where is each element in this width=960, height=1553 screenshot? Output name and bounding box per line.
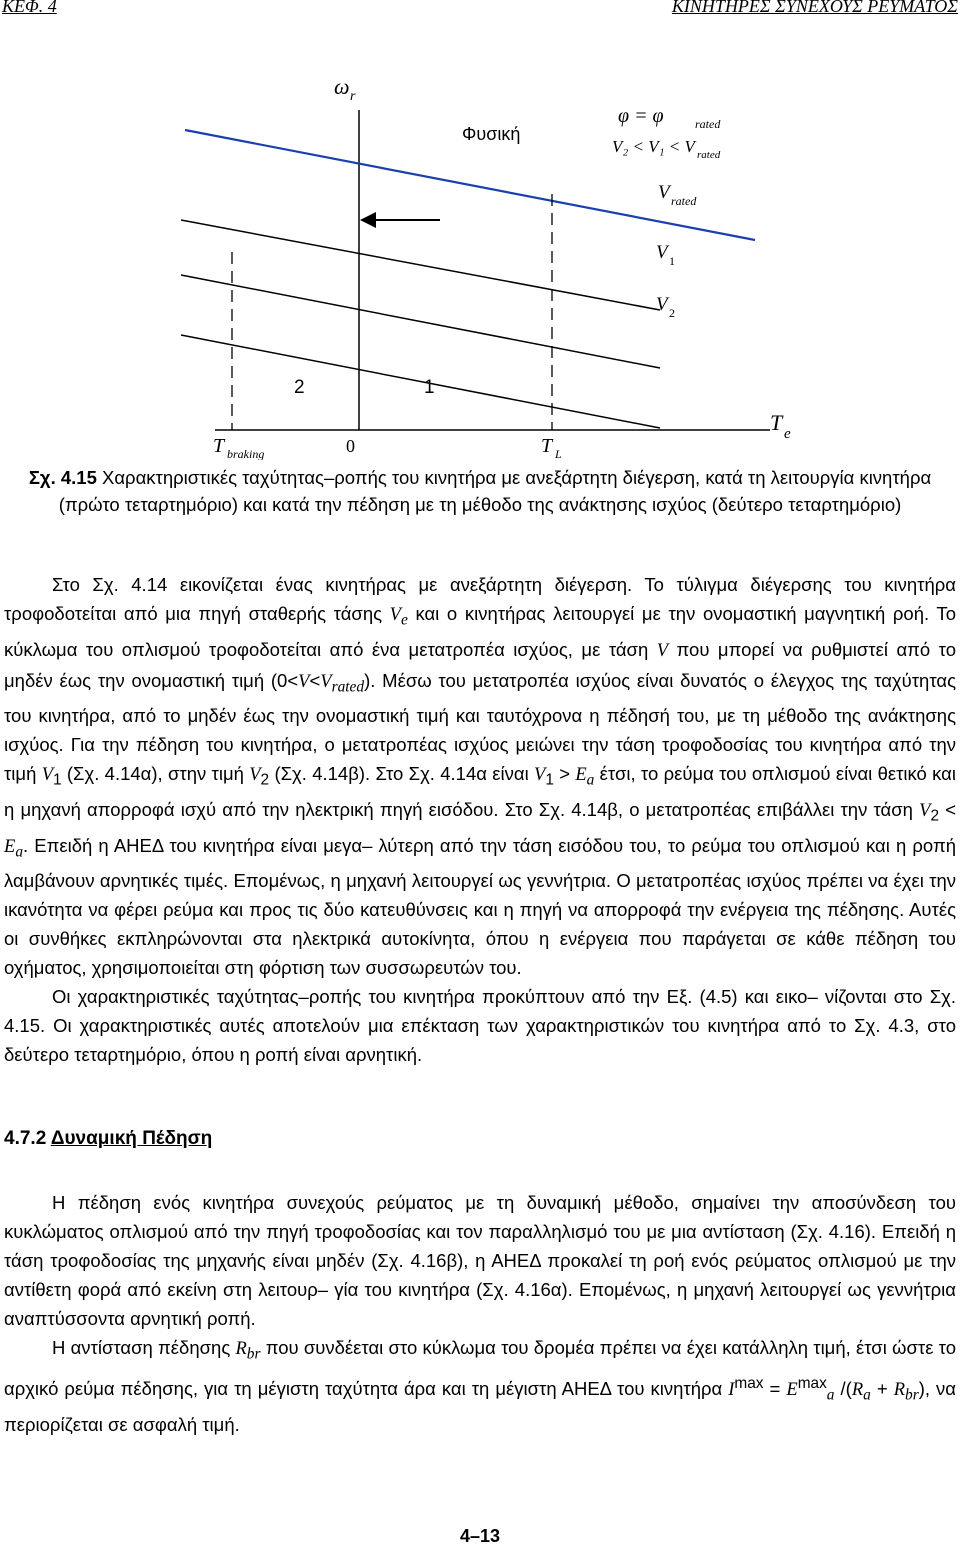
axis-y-sub: r: [350, 89, 356, 104]
axis-y-label: ω: [334, 74, 350, 99]
cond-v-sub: rated: [697, 149, 721, 161]
caption-text: Χαρακτηριστικές ταχύτητας–ροπής του κινητήρα με ανεξάρτητη διέγερση, κατά τη λειτουργία κινητήρα (πρώτο τεταρτημόριο) και κατά την πέδηση με τη μέθοδο της ανάκτησης ισχύος (δεύτερο τεταρτημόριο): [58, 467, 932, 515]
rated-label: V: [658, 182, 670, 203]
paragraph-2: Οι χαρακτηριστικές ταχύτητας–ροπής του κινητήρα προκύπτουν από την Εξ. (4.5) και εικο– νίζονται στο Σχ. 4.15. Οι χαρακτηριστικές αυτές αποτελούν μια επέκταση των χαρακτηριστικών του κινητήρα από το Σχ. 4.3, στο δεύτερο τεταρτημόριο, όπου η ροπή είναι αρνητική.: [4, 986, 956, 1066]
header-title: ΚΙΝΗΤΗΡΕΣ ΣΥΝΕΧΟΥΣ ΡΕΥΜΑΤΟΣ: [671, 0, 958, 16]
caption-number: Σχ. 4.15: [28, 467, 97, 488]
page-number: 4–13: [459, 1526, 501, 1546]
v1-label: V: [656, 242, 668, 263]
paragraph-4: Η αντίσταση πέδησης $R_{br}$ που συνδέεται στο κύκλωμα του δρομέα πρέπει να έχει κατάλληλη τιμή, έτσι ώστε το αρχικό ρεύμα πέδησης, για τη μέγιστη ταχύτητα άρα και τη μέγιστη ΑΗΕΔ του κινητήρα $I^{max} = E^{max}_a$ $/(R_a + R_{br})$, να περιορίζεται σε ασφαλή τιμή.: [4, 1337, 957, 1435]
tbraking-label: T: [213, 435, 225, 457]
paragraph-3: Η πέδηση ενός κινητήρα συνεχούς ρεύματος με τη δυναμική μέθοδο, σημαίνει την αποσύνδεση του κυκλώματος οπλισμού από την πηγή τροφοδοσίας και τον παραλληλισμό του με μια αντίσταση (Σχ. 4.16). Επειδή η τάση τροφοδοσίας της μηχανής είναι μηδέν (Σχ. 4.16β), η ΑΗΕΔ προκαλεί τη ροή ενός ρεύματος οπλισμού με την αντίθετη φορά από εκείνη στη λειτουρ– γία του κινητήρα (Σχ. 4.16α). Επομένως, η μηχανή λειτουργεί ως γεννήτρια αναπτύσσοντα αρνητική ροπή.: [4, 1192, 956, 1329]
v1-line: [181, 275, 660, 368]
cond-phi-sub: rated: [695, 117, 721, 131]
origin-label: 0: [346, 436, 355, 456]
main-text: [4, 570, 956, 1069]
speed-torque-figure: [0, 60, 960, 460]
physical-label: Φυσική: [462, 124, 521, 144]
tl-label: T: [541, 435, 553, 457]
cond-v: V₂ < V₁ < V: [612, 137, 695, 156]
v1-label-sub: 1: [669, 254, 675, 268]
rated-line: [181, 220, 660, 310]
axis-x-sub: e: [784, 426, 791, 442]
tl-sub: L: [555, 447, 562, 460]
transition-arrowhead: [360, 212, 376, 228]
axis-x-label: T: [770, 410, 783, 435]
header-chapter: ΚΕΦ. 4: [2, 0, 57, 16]
cond-phi: φ = φ: [618, 105, 664, 127]
point-1: 1: [424, 377, 435, 398]
figure-caption: [0, 464, 960, 518]
rated-label-sub: rated: [671, 194, 697, 208]
paragraph-1: Στο Σχ. 4.14 εικονίζεται ένας κινητήρας με ανεξάρτητη διέγερση. Το τύλιγμα διέγερσης του κινητήρα τροφοδοτείται από μια πηγή σταθερής τάσης $V_e$ και ο κινητήρας λειτουργεί με την ονομαστική μαγνητική ροή. Το κύκλωμα του οπλισμού τροφοδοτείται από ένα μετατροπέα ισχύος, με τάση V που μπορεί να ρυθμιστεί από το μηδέν έως την ονομαστική τιμή $(0<V<V_{rated})$. Μέσω του μετατροπέα ισχύος είναι δυνατός ο έλεγχος της ταχύτητας του κινητήρα, από το μηδέν έως την ονομαστική τιμή και ταυτόχρονα η πέδησή του, με τη μέθοδο της ανάκτησης ισχύος. Για την πέδηση του κινητήρα, ο μετατροπέας ισχύος μειώνει την τάση τροφοδοσίας του κινητήρα από την τιμή $V_1$ (Σχ. 4.14α), στην τιμή $V_2$ (Σχ. 4.14β). Στο Σχ. 4.14α είναι $V_1 > E_a$ έτσι, το ρεύμα του οπλισμού είναι θετικό και η μηχανή απορροφά ισχύ από την ηλεκτρική πηγή εισόδου. Στο Σχ. 4.14β, ο μετατροπέας επιβάλλει την τάση $V_2 < E_a$. Επειδή η ΑΗΕΔ του κινητήρα είναι μεγα– λύτερη από την τάση εισόδου του, το ρεύμα του οπλισμού και η ροπή λαμβάνουν αρνητικές τιμές. Επομένως, η μηχανή λειτουργεί ως γεννήτρια. Ο μετατροπέας ισχύος πρέπει να έχει την ικανότητα να φέρει ρεύμα και προς τις δύο κατευθύνσεις και η πηγή να απορροφά την ενέργεια της πέδησης. Αυτές οι συνθήκες εκπληρώνονται στα ηλεκτρικά αυτοκίνητα, όπου η ενέργεια που παράγεται σε κάθε πέδηση του οχήματος, χρησιμοποιείται στη φόρτιση των συσσωρευτών του.: [4, 574, 957, 979]
point-2: 2: [294, 377, 305, 398]
section-text: [4, 1188, 956, 1439]
current-formula: $I^{max} = E^{max}_a$ $/(R_a + R_{br})$: [728, 1374, 925, 1404]
section-number: 4.7.2: [4, 1128, 47, 1149]
v2-line: [181, 335, 660, 428]
section-title: Δυναμική Πέδηση: [50, 1128, 213, 1149]
v2-label: V: [656, 294, 668, 315]
v2-label-sub: 2: [669, 306, 675, 320]
tbraking-sub: braking: [227, 447, 265, 460]
section-heading: [4, 1128, 212, 1150]
